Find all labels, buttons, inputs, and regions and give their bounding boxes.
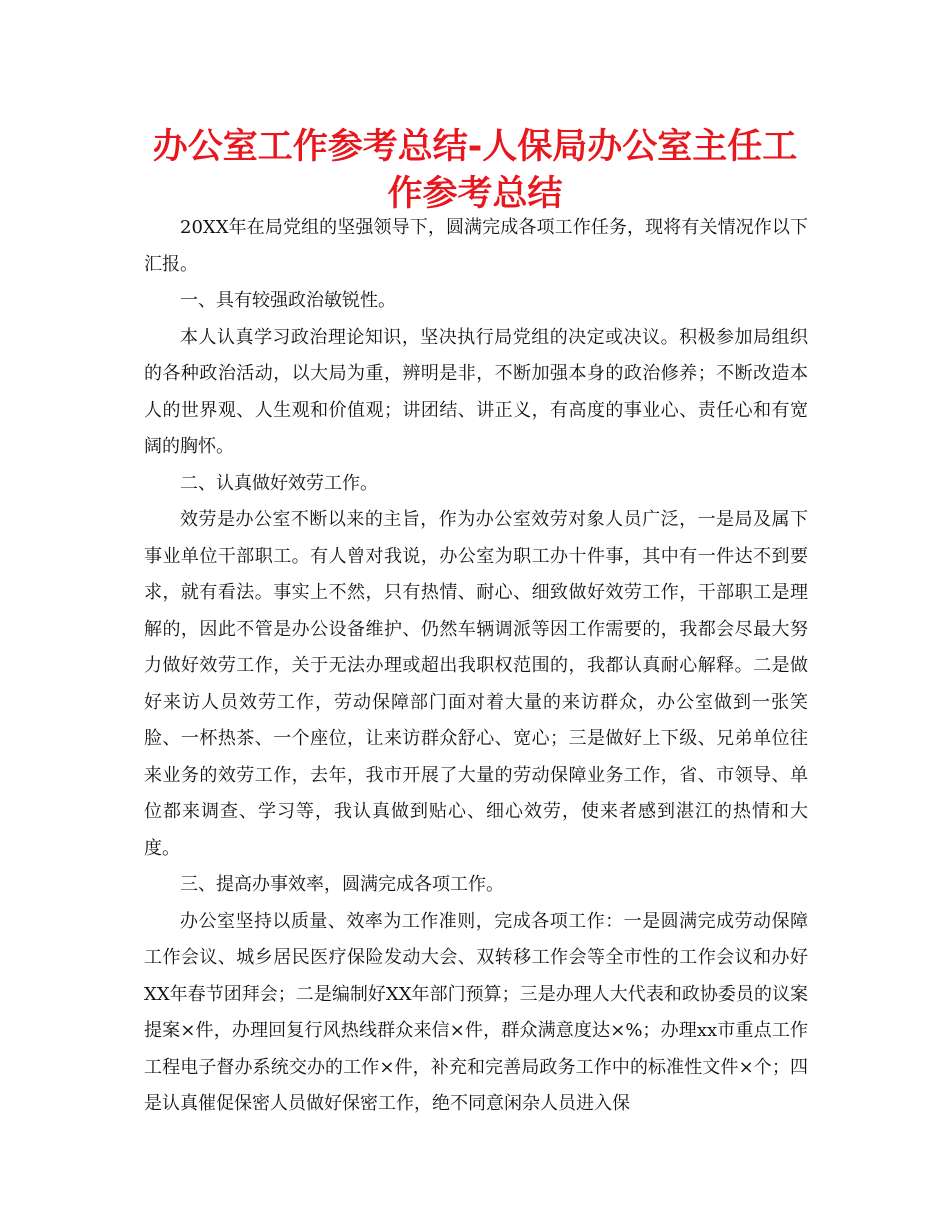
document-body [144,210,808,1123]
section-heading-2: 二、认真做好效劳工作。 [180,472,378,494]
paragraph-service: 效劳是办公室不断以来的主旨，作为办公室效劳对象人员广泛，一是局及属下事业单位干部职工。有人曾对我说，办公室为职工办十件事，其中有一件达不到要求，就有看法。事实上不然，只有热情、耐心、细致做好效劳工作，干部职工是理解的，因此不管是办公设备维护、仍然车辆调派等因工作需要的，我都会尽最大努力做好效劳工作，关于无法办理或超出我职权范围的，我都认真耐心解释。二是做好来访人员效劳工作，劳动保障部门面对着大量的来访群众，办公室做到一张笑脸、一杯热茶、一个座位，让来访群众舒心、宽心；三是做好上下级、兄弟单位往来业务的效劳工作，去年，我市开展了大量的劳动保障业务工作，省、市领导、单位都来调查、学习等，我认真做到贴心、细心效劳，使来者感到湛江的热情和大度。 [144,509,808,859]
section-heading-3: 三、提高办事效率，圆满完成各项工作。 [180,874,504,895]
paragraph-politics: 本人认真学习政治理论知识，坚决执行局党组的决定或决议。积极参加局组织的各种政治活动，以大局为重，辨明是非，不断加强本身的政治修养；不断改造本人的世界观、人生观和价值观；讲团结、讲正义，有高度的事业心、责任心和有宽阔的胸怀。 [144,326,808,457]
document-title: 办公室工作参考总结-人保局办公室主任工作参考总结 [152,127,798,214]
section-heading-1: 一、具有较强政治敏锐性。 [180,290,396,311]
paragraph-intro: 20XX年在局党组的坚强领导下，圆满完成各项工作任务，现将有关情况作以下汇报。 [144,217,808,275]
paragraph-efficiency: 办公室坚持以质量、效率为工作准则，完成各项工作：一是圆满完成劳动保障工作会议、城乡居民医疗保险发动大会、双转移工作会等全市性的工作会议和办好XX年春节团拜会；二是编制好XX年部门预算；三是办理人大代表和政协委员的议案提案×件，办理回复行风热线群众来信×件，群众满意度达×%；办理xx市重点工作工程电子督办系统交办的工作×件，补充和完善局政务工作中的标准性文件×个；四是认真催促保密人员做好保密工作，绝不同意闲杂人员进入保 [144,910,808,1114]
